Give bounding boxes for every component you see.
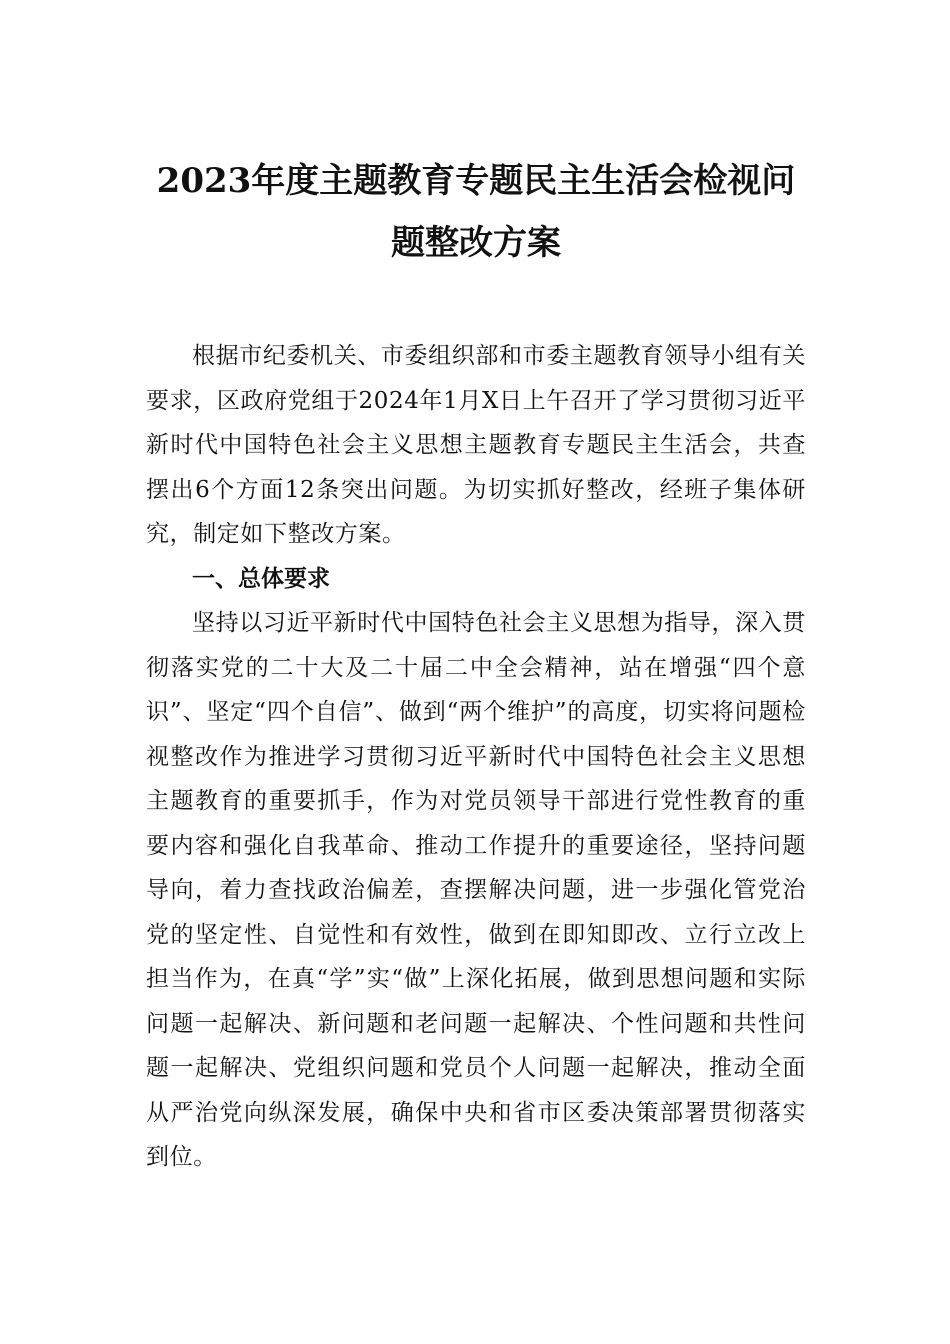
section-1-paragraph: 坚持以习近平新时代中国特色社会主义思想为指导，深入贯彻落实党的二十大及二十届二中全会精神，站在增强“四个意识”、坚定“四个自信”、做到“两个维护”的高度，切实将问题检视整改作为推进学习贯彻习近平新时代中国特色社会主义思想主题教育的重要抓手，作为对党员领导干部进行党性教育的重要内容和强化自我革命、推动工作提升的重要途径，坚持问题导向，着力查找政治偏差，查摆解决问题，进一步强化管党治党的坚定性、自觉性和有效性，做到在即知即改、立行立改上担当作为，在真“学”实“做”上深化拓展，做到思想问题和实际问题一起解决、新问题和老问题一起解决、个性问题和共性问题一起解决、党组织问题和党员个人问题一起解决，推动全面从严治党向纵深发展，确保中央和省市区委决策部署贯彻落实到位。	[146, 610, 806, 1170]
intro-paragraph: 根据市纪委机关、市委组织部和市委主题教育领导小组有关要求，区政府党组于2024年1月X日上午召开了学习贯彻习近平新时代中国特色社会主义思想主题教育专题民主生活会，共查摆出6个方面12条突出问题。为切实抓好整改，经班子集体研究，制定如下整改方案。	[146, 343, 806, 547]
document-page	[146, 150, 806, 1180]
section-1-heading: 一、总体要求	[192, 565, 330, 592]
title-line-1: 2023年度主题教育专题民主生活会检视问	[156, 161, 796, 201]
title-line-2: 题整改方案	[391, 223, 561, 263]
document-title	[146, 150, 806, 274]
